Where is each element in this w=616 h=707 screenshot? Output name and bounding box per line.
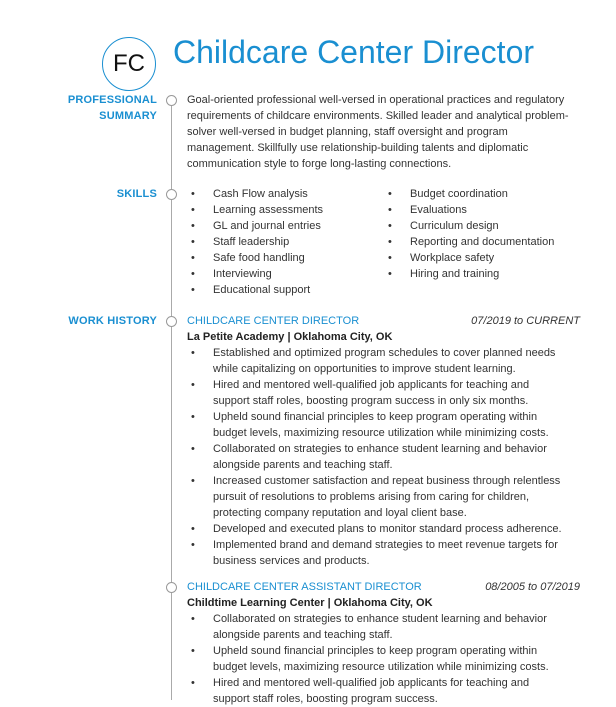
list-item: • GL and journal entries	[187, 218, 384, 234]
skills-column-1	[187, 186, 384, 298]
list-item: • Reporting and documentation	[384, 234, 581, 250]
list-item: • Hired and mentored well-qualified job applicants for teaching and support staff roles, boosting program success.	[187, 675, 568, 707]
list-item: • Upheld sound financial principles to keep program operating within budget levels, maximizing resource utilization while minimizing costs.	[187, 409, 568, 441]
list-item: • Developed and executed plans to monitor standard process adherence.	[187, 521, 568, 537]
company: La Petite Academy | Oklahoma City, OK	[187, 331, 393, 343]
list-item: • Implemented brand and demand strategies to meet revenue targets for business services and products.	[187, 537, 568, 569]
summary-text: Goal-oriented professional well-versed in operational practices and regulatory requirements of childcare environments. Skilled leader and analytical problem-solver well-versed in budget planning, staff oversight and program management. Skillfully use relationship-building talents and diplomatic communication style to forge long-lasting connections.	[187, 94, 569, 170]
summary-label	[40, 92, 157, 124]
timeline-dot	[166, 95, 177, 106]
list-item: • Educational support	[187, 282, 384, 298]
list-item: • Safe food handling	[187, 250, 384, 266]
timeline-dot	[166, 316, 177, 327]
job-entry	[187, 313, 580, 569]
list-item: • Increased customer satisfaction and repeat business through relentless pursuit of resolutions to problems arising from caring for children, protecting company reputation and loyal client base.	[187, 473, 568, 521]
job-bullets	[187, 345, 580, 569]
job-title: CHILDCARE CENTER ASSISTANT DIRECTOR	[187, 581, 422, 593]
list-item: • Budget coordination	[384, 186, 581, 202]
job-entry	[187, 579, 580, 707]
job-bullets	[187, 611, 580, 707]
job-title: CHILDCARE CENTER DIRECTOR	[187, 315, 360, 327]
timeline-dot	[166, 189, 177, 200]
monogram-text: FC	[113, 50, 145, 77]
list-item: • Workplace safety	[384, 250, 581, 266]
skills-label: SKILLS	[116, 188, 157, 200]
list-item: • Established and optimized program schedules to cover planned needs while capitalizing on opportunities to improve student learning.	[187, 345, 568, 377]
timeline-dot	[166, 582, 177, 593]
company: Childtime Learning Center | Oklahoma City, OK	[187, 597, 433, 609]
label-line: SUMMARY	[99, 110, 157, 122]
list-item: • Curriculum design	[384, 218, 581, 234]
list-item: • Learning assessments	[187, 202, 384, 218]
job-dates: 08/2005 to 07/2019	[485, 581, 580, 593]
skills-column-2	[384, 186, 581, 298]
list-item: • Interviewing	[187, 266, 384, 282]
list-item: • Staff leadership	[187, 234, 384, 250]
monogram	[102, 37, 156, 91]
list-item: • Cash Flow analysis	[187, 186, 384, 202]
list-item: • Evaluations	[384, 202, 581, 218]
label-line: PROFESSIONAL	[67, 94, 157, 106]
page-title: Childcare Center Director	[173, 34, 535, 70]
work-history-label: WORK HISTORY	[68, 315, 157, 327]
list-item: • Collaborated on strategies to enhance student learning and behavior alongside parents and teaching staff.	[187, 441, 568, 473]
list-item: • Hired and mentored well-qualified job applicants for teaching and support staff roles, boosting program success in only six months.	[187, 377, 568, 409]
job-dates: 07/2019 to CURRENT	[471, 315, 580, 327]
list-item: • Hiring and training	[384, 266, 581, 282]
list-item: • Collaborated on strategies to enhance student learning and behavior alongside parents and teaching staff.	[187, 611, 568, 643]
list-item: • Upheld sound financial principles to keep program operating within budget levels, maximizing resource utilization while minimizing costs.	[187, 643, 568, 675]
